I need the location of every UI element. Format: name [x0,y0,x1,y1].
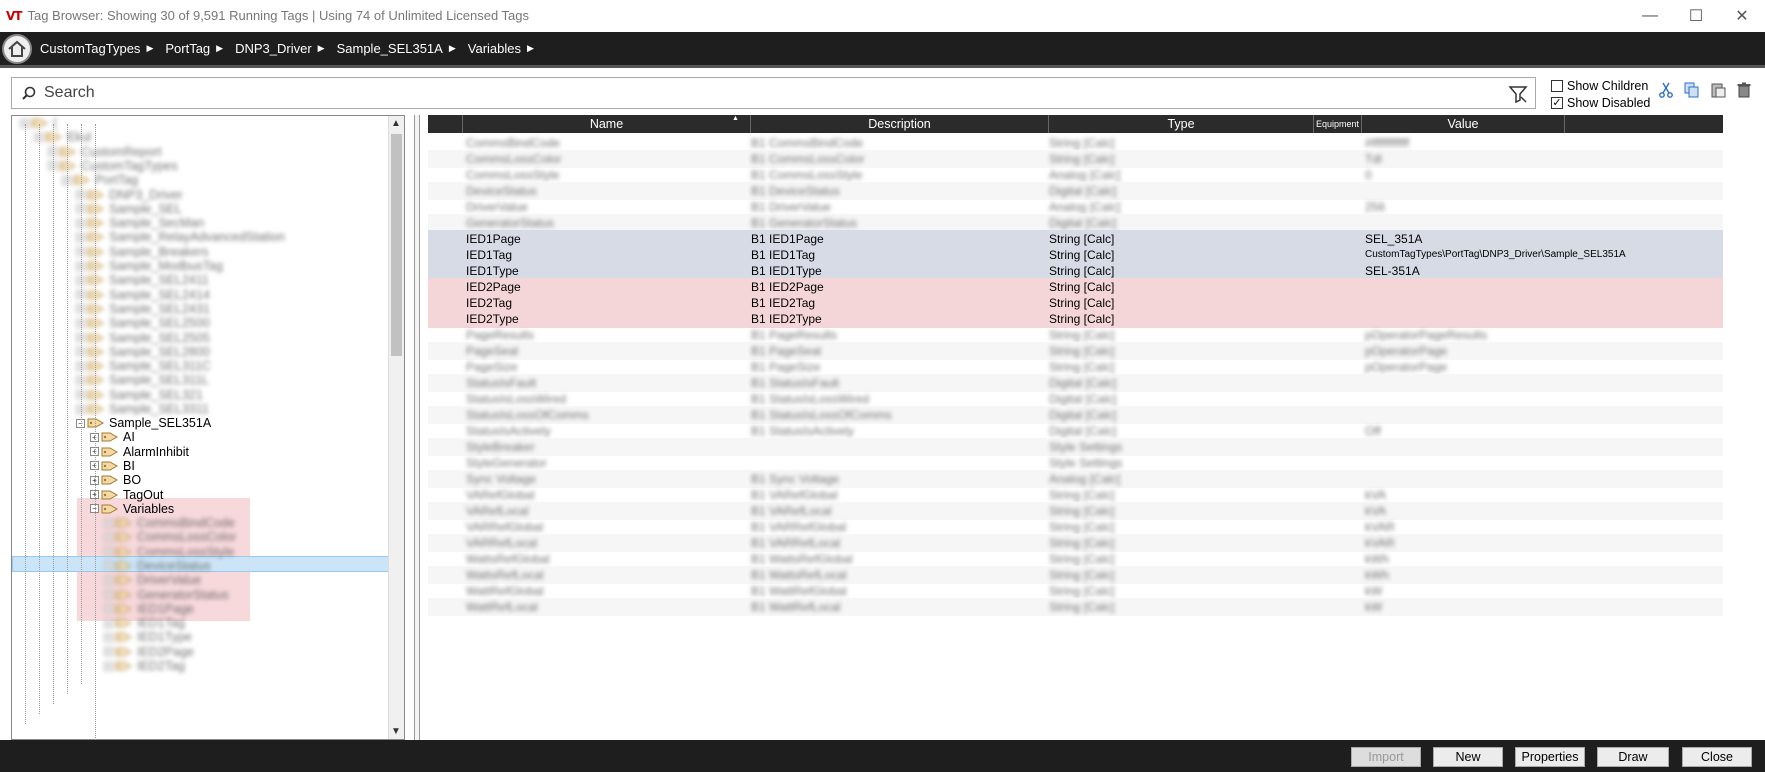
close-window-button[interactable]: ✕ [1735,7,1749,25]
tag-icon [101,431,119,443]
cell-value: pOperatorPage [1365,344,1448,358]
expand-toggle-icon[interactable]: − [76,419,85,428]
tree-scroll-thumb[interactable] [391,134,402,356]
tree-scrollbar[interactable] [388,116,404,739]
cell-value: kVA [1365,488,1387,502]
scroll-up-icon[interactable]: ▲ [391,118,401,129]
tree-node-label: TagOut [123,487,164,502]
tree-guide-line [39,124,40,714]
cell-type: String [Calc] [1049,296,1115,310]
breadcrumb-item[interactable]: CustomTagTypes [40,41,141,56]
tag-icon [87,289,105,301]
cell-type: String [Calc] [1049,280,1115,294]
tree-guide-line [67,124,68,694]
main-area [0,70,1765,740]
tag-icon [115,631,133,643]
tag-icon [87,317,105,329]
cell-value: CustomTagTypes\PortTag\DNP3_Driver\Sample_SEL351A [1365,249,1626,260]
cell-name: IED2Page [466,280,521,294]
expand-toggle-icon[interactable]: + [104,533,113,542]
tag-icon [87,217,105,229]
tag-icon [87,346,105,358]
cell-desc: B1 DriverValue [751,200,831,214]
tree-node-label: Sample_Breakers [109,244,209,259]
cell-name: StyleGenerator [466,456,547,470]
expand-toggle-icon[interactable]: + [76,190,85,199]
tree-node-label: CommsLossStyle [137,544,235,559]
expand-toggle-icon[interactable]: + [48,161,57,170]
cell-type: String [Calc] [1049,568,1115,582]
cell-name: WattRefGlobal [466,584,544,598]
tree-guide-line [53,124,54,704]
tag-icon [115,589,133,601]
cell-type: String [Calc] [1049,520,1115,534]
show-disabled-checkbox[interactable]: ✓ [1552,96,1562,109]
tag-icon [87,203,105,215]
tree-node-label: Sample_SEL321 [109,387,203,402]
app-logo: VT [6,8,22,23]
cell-type: String [Calc] [1049,552,1115,566]
bottom-bar [0,740,1765,772]
expand-toggle-icon[interactable]: + [90,433,99,442]
sort-ascending-icon: ▲ [732,115,739,122]
tree-node-label: Sample_SEL311C [109,359,211,374]
tree-node-label: Sample_SEL2431 [109,301,210,316]
cell-type: Digital [Calc] [1049,376,1117,390]
tree-node-label: Sample_SEL2500 [109,316,210,331]
tree-node-label: Sample_SecMan [109,216,205,231]
tree-node-label: CustomTagTypes [81,158,178,173]
expand-toggle-icon[interactable]: + [34,133,43,142]
cell-type: String [Calc] [1049,536,1115,550]
cell-value: kVA [1365,504,1387,518]
show-disabled-option[interactable] [1551,94,1650,111]
tag-icon [87,417,105,429]
filter-icon[interactable] [1509,85,1527,103]
scroll-down-icon[interactable]: ▼ [391,726,401,737]
tree-node-label: PortTag [95,173,139,188]
cell-desc: B1 IED2Tag [751,296,816,310]
tag-icon [59,146,77,158]
expand-toggle-icon[interactable]: + [76,347,85,356]
cell-name: StyleBreaker [466,440,535,454]
tree-node-label: IED2Tag [137,659,185,673]
cell-value: Off [1365,424,1381,438]
cell-type: Style Settings [1049,440,1123,454]
tree-node-label: Variables [123,501,175,516]
import-button[interactable]: Import [1351,747,1421,767]
cell-name: CommsLossColor [466,152,562,166]
expand-toggle-icon[interactable]: + [76,362,85,371]
cell-name: WattsRefGlobal [466,552,550,566]
tree-guide-line [95,124,96,744]
expand-toggle-icon[interactable]: + [104,662,113,671]
copy-icon[interactable] [1682,80,1702,100]
show-disabled-label: Show Disabled [1567,95,1651,110]
tag-icon [87,360,105,372]
cell-desc: B1 StatusIsActively [751,424,854,438]
cell-value: pOperatorPageResults [1365,328,1488,342]
show-children-checkbox[interactable] [1551,80,1563,92]
expand-toggle-icon[interactable]: + [104,561,113,570]
tree-node-label: Ekul [67,130,92,145]
tree-node-label: CommsLossColor [137,530,237,545]
cell-desc: B1 GeneratorStatus [751,216,858,230]
cell-type: Digital [Calc] [1049,408,1117,422]
home-button[interactable] [2,34,32,64]
breadcrumb-separator-icon: ▶ [527,43,534,53]
tree-node-label: Sample_SEL [109,201,182,216]
tag-icon [87,189,105,201]
row-indicator-header[interactable] [428,115,463,133]
expand-toggle-icon[interactable]: + [76,405,85,414]
cell-type: String [Calc] [1049,488,1115,502]
cell-type: Digital [Calc] [1049,424,1117,438]
tag-icon [87,374,105,386]
cell-name: VARefLocal [466,504,529,518]
cell-desc: B1 DeviceStatus [751,184,840,198]
tag-icon [87,303,105,315]
expand-toggle-icon[interactable]: + [104,633,113,642]
cell-desc: B1 CommsBindCode [751,136,864,150]
tag-icon [115,646,133,658]
cell-name: PageSeal [466,344,519,358]
cell-type: String [Calc] [1049,248,1115,262]
tree-node-label: IED2Page [137,644,194,659]
tree-node-label: Sample_ModbusTag [109,259,223,273]
cut-icon[interactable] [1656,80,1676,100]
tree-node-label: DeviceStatus [137,558,211,573]
tag-icon [115,517,133,529]
cell-name: DriverValue [466,200,528,214]
cell-type: String [Calc] [1049,504,1115,518]
cell-name: WattRefLocal [466,600,538,614]
toolbar-icons [1656,80,1754,100]
tag-icon [73,174,91,186]
cell-name: StatusIsActively [466,424,551,438]
cell-type: String [Calc] [1049,344,1115,358]
tree-node-label: DNP3_Driver [109,187,183,202]
tree-node-label: GeneratorStatus [137,587,229,602]
expand-toggle-icon[interactable]: + [90,447,99,456]
tag-icon [59,160,77,172]
expand-toggle-icon[interactable]: + [76,219,85,228]
cell-type: Style Settings [1049,456,1123,470]
breadcrumb-bar [0,32,1765,68]
cell-value: kVAR [1365,520,1395,534]
table-row[interactable] [428,598,1723,616]
cell-name: CommsBindCode [466,136,561,150]
cell-value: Tdl [1365,152,1382,166]
cell-desc: B1 VARRefLocal [751,536,841,550]
expand-toggle-icon[interactable]: + [76,290,85,299]
cell-desc: B1 CommsLossColor [751,152,865,166]
tree-node-label: Sample_SEL2411 [109,273,209,288]
breadcrumb-item[interactable]: PortTag [165,41,211,56]
cell-name: IED2Type [466,312,519,326]
cell-type: Digital [Calc] [1049,392,1117,406]
tree-node-label: BI [123,458,135,473]
cell-desc: B1 WattRefGlobal [751,584,847,598]
cell-name: VARRefLocal [466,536,538,550]
tree-node-label: AlarmInhibit [123,444,189,459]
expand-toggle-icon[interactable]: + [76,276,85,285]
cell-desc: B1 VARefGlobal [751,488,838,502]
expand-toggle-icon[interactable]: + [104,590,113,599]
cell-value: kVAR [1365,536,1395,550]
column-header[interactable]: Value [1362,115,1565,133]
breadcrumb-separator-icon: ▶ [448,43,456,53]
expand-toggle-icon[interactable]: + [76,376,85,385]
cell-name: Sync Voltage [466,472,537,486]
cell-type: String [Calc] [1049,328,1115,342]
cell-name: IED1Type [466,264,519,278]
tag-icon [87,246,105,258]
expand-toggle-icon[interactable]: + [76,247,85,256]
tag-icon [87,332,105,344]
cell-name: VARefGlobal [466,488,535,502]
tag-icon [115,574,133,586]
cell-value: kWh [1365,552,1389,566]
cell-name: WattsRefLocal [466,568,544,582]
cell-name: IED1Page [466,232,521,246]
tree-node-label: BO [123,473,142,488]
expand-toggle-icon[interactable]: + [76,333,85,342]
tag-icon [101,460,119,472]
column-header[interactable]: Description [751,115,1049,133]
cell-type: String [Calc] [1049,232,1115,246]
tree-node-label: DriverValue [137,573,202,588]
cell-type: Digital [Calc] [1049,216,1117,230]
cell-name: PageResults [466,328,535,342]
new-button[interactable]: New [1433,747,1503,767]
tag-icon [115,603,133,615]
tag-icon [115,531,133,543]
breadcrumb-item[interactable]: Sample_SEL351A [336,41,443,56]
cell-value: #ffffffffffff [1365,136,1410,150]
cell-desc: B1 StatusIsFault [751,376,840,390]
cell-value: pOperatorPage [1365,360,1448,374]
tree-node-label: Sample_SEL2800 [109,344,210,359]
expand-toggle-icon[interactable]: + [76,304,85,313]
expand-toggle-icon[interactable]: + [90,490,99,499]
cell-type: String [Calc] [1049,312,1115,326]
breadcrumb-separator-icon: ▶ [216,43,224,53]
breadcrumb-separator-icon: ▶ [146,43,154,53]
view-options [1551,77,1650,111]
expand-toggle-icon[interactable]: + [76,262,85,271]
cell-name: PageSize [466,360,518,374]
cell-value: 256 [1365,200,1386,214]
tag-icon [45,131,63,143]
tag-icon [115,546,133,558]
cell-type: Analog [Calc] [1049,168,1121,182]
expand-toggle-icon[interactable]: + [76,390,85,399]
tag-icon [115,660,133,672]
breadcrumb [40,41,546,56]
tag-icon [87,274,105,286]
cell-desc: B1 PageResults [751,328,838,342]
cell-value: kW [1365,600,1383,614]
window-title: Tag Browser: Showing 30 of 9,591 Running Tags | Using 74 of Unlimited Licensed Tags [27,8,530,23]
expand-toggle-icon[interactable]: − [90,504,99,513]
cell-type: String [Calc] [1049,152,1115,166]
tree-node-label: Sample_RelayAdvancedStation [109,230,285,245]
tag-icon [31,117,49,129]
expand-toggle-icon[interactable]: + [104,576,113,585]
cell-name: IED2Tag [466,296,513,310]
expand-toggle-icon[interactable]: + [104,604,113,613]
cell-value: SEL-351A [1365,264,1420,278]
cell-desc: B1 IED2Page [751,280,824,294]
cell-type: Digital [Calc] [1049,184,1117,198]
tag-icon [101,489,119,501]
cell-type: Analog [Calc] [1049,472,1121,486]
tree-node-label: ( [53,116,58,130]
cell-name: DeviceStatus [466,184,537,198]
cell-type: String [Calc] [1049,360,1115,374]
tree-node-label: Sample_SEL351A [109,416,212,430]
tree-guide-line [25,124,26,724]
show-children-label: Show Children [1567,78,1649,93]
cell-desc: B1 IED1Page [751,232,824,246]
breadcrumb-item[interactable]: Variables [467,41,521,56]
breadcrumb-separator-icon: ▶ [317,43,325,53]
paste-icon[interactable] [1708,80,1728,100]
cell-value: kW [1365,584,1383,598]
tree-node-label: CommsBindCode [137,516,235,530]
tree-node-label: Sample_SEL311L [109,373,209,388]
cell-desc: B1 IED2Type [751,312,822,326]
expand-toggle-icon[interactable]: + [76,204,85,213]
tag-icon [87,260,105,272]
expand-toggle-icon[interactable]: + [76,319,85,328]
search-input[interactable] [11,77,1536,109]
tree-node-label: IED1Page [137,601,194,616]
search-placeholder: Search [44,84,95,101]
pane-splitter[interactable] [414,115,420,740]
expand-toggle-icon[interactable]: + [48,147,57,156]
tag-icon [101,446,119,458]
tree-guide-line [81,124,82,684]
home-icon [7,40,27,58]
column-header[interactable]: Type [1049,115,1314,133]
cell-name: GeneratorStatus [466,216,555,230]
minimize-button[interactable]: — [1642,6,1658,24]
cell-value: SEL_351A [1365,232,1423,246]
cell-desc: B1 IED1Tag [751,248,816,262]
tree-node-label: IED1Type [137,630,192,645]
draw-button[interactable]: Draw [1597,747,1669,767]
expand-toggle-icon[interactable]: + [90,461,99,470]
title-bar [0,0,1765,31]
cell-name: StatusIsLossOfComms [466,408,589,422]
cell-desc: B1 StatusIsLossWired [751,392,870,406]
search-icon [22,86,36,100]
close-button[interactable]: Close [1682,747,1752,767]
cell-desc: B1 PageSize [751,360,821,374]
maximize-button[interactable]: ☐ [1688,7,1704,25]
expand-toggle-icon[interactable]: + [90,476,99,485]
tag-icon [101,474,119,486]
column-header[interactable]: Equipment Type [1314,115,1362,133]
cell-desc: B1 WattsRefLocal [751,568,847,582]
tag-tree[interactable] [11,115,405,740]
cell-desc: B1 WattsRefGlobal [751,552,853,566]
cell-type: String [Calc] [1049,136,1115,150]
tree-node[interactable] [104,658,185,674]
cell-value: 0 [1365,168,1372,182]
tree-node-label: CustomReport [81,144,162,159]
expand-toggle-icon[interactable]: + [62,176,71,185]
cell-type: String [Calc] [1049,600,1115,614]
cell-name: StatusIsLossWired [466,392,567,406]
tree-node-label: Sample_SEL3311 [109,402,209,416]
cell-desc: B1 WattRefLocal [751,600,841,614]
expand-toggle-icon[interactable]: + [104,547,113,556]
tree-node-label: IED1Tag [137,616,185,631]
cell-desc: B1 PageSeal [751,344,822,358]
tag-grid [428,115,1723,740]
cell-desc: B1 Sync Voltage [751,472,840,486]
tag-icon [115,560,133,572]
tag-icon [87,231,105,243]
column-header[interactable]: Name [463,115,751,133]
tree-node-label: AI [123,430,135,445]
expand-toggle-icon[interactable]: + [104,619,113,628]
cell-desc: B1 CommsLossStyle [751,168,863,182]
tag-icon [87,403,105,415]
delete-icon[interactable] [1734,80,1754,100]
cell-name: StatusIsFault [466,376,537,390]
cell-desc: B1 VARefLocal [751,504,832,518]
tag-icon [101,503,119,515]
cell-desc: B1 StatusIsLossOfComms [751,408,892,422]
expand-toggle-icon[interactable]: + [104,519,113,528]
tree-node-label: Sample_SEL2505 [109,330,210,345]
tag-icon [87,389,105,401]
show-children-option[interactable] [1551,77,1650,94]
cell-desc: B1 IED1Type [751,264,822,278]
expand-toggle-icon[interactable]: + [104,647,113,656]
expand-toggle-icon[interactable]: + [76,233,85,242]
cell-type: String [Calc] [1049,584,1115,598]
cell-name: CommsLossStyle [466,168,560,182]
tag-icon [115,617,133,629]
cell-name: IED1Tag [466,248,513,262]
expand-toggle-icon[interactable]: + [20,119,29,128]
cell-desc: B1 VARRefGlobal [751,520,847,534]
cell-type: String [Calc] [1049,264,1115,278]
breadcrumb-item[interactable]: DNP3_Driver [235,41,312,56]
cell-value: kWh [1365,568,1389,582]
properties-button[interactable]: Properties [1515,747,1585,767]
tree-node-label: Sample_SEL2414 [109,287,210,302]
cell-name: VARRefGlobal [466,520,544,534]
cell-type: Analog [Calc] [1049,200,1121,214]
